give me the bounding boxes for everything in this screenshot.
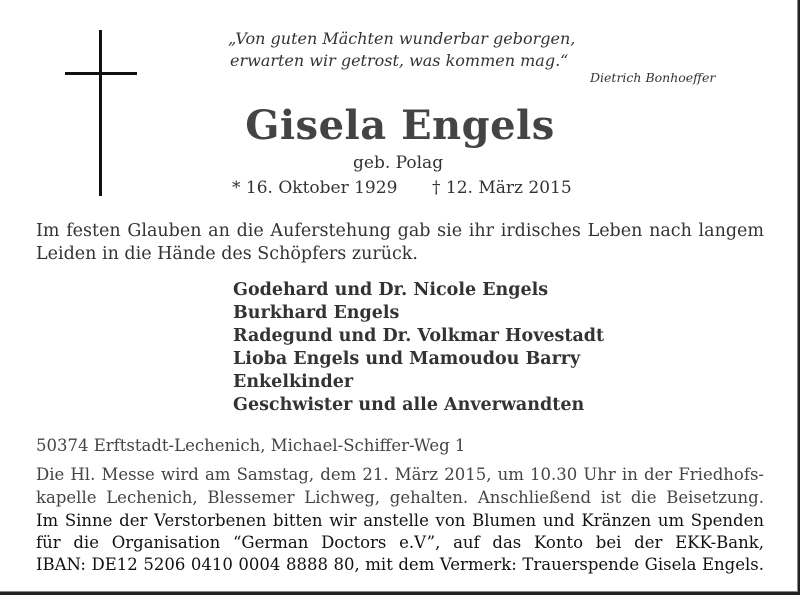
donation-line: IBAN: DE12 5206 0410 0004 8888 80, mit dem Vermerk: Trauerspende Gisela Engels.: [36, 555, 764, 574]
birth-name: geb. Polag: [353, 153, 444, 173]
mass-line: Die Hl. Messe wird am Samstag, dem 21. März 2015, um 10.30 Uhr in der Friedhofs-: [36, 465, 764, 484]
quote-author: Dietrich Bonhoeffer: [590, 70, 716, 85]
donation-line: Im Sinne der Verstorbenen bitten wir anstelle von Blumen und Kränzen um Spenden: [36, 511, 764, 530]
mourner: Lioba Engels und Mamoudou Barry: [233, 349, 581, 369]
quote-line-1: „Von guten Mächten wunderbar geborgen,: [228, 29, 576, 48]
mass-info: [36, 464, 764, 509]
mass-line: kapelle Lechenich, Blessemer Lichweg, gehalten. Anschließend ist die Beisetzung.: [36, 487, 764, 507]
donation-line: für die Organisation “German Doctors e.V”, auf das Konto bei der EKK-Bank,: [36, 533, 764, 552]
intro-text: Im festen Glauben an die Auferstehung gab sie ihr irdisches Leben nach langem Leiden in die Hände des Schöpfers zurück.: [36, 221, 764, 264]
mourner: Enkelkinder: [233, 372, 354, 392]
address: 50374 Erftstadt-Lechenich, Michael-Schiffer-Weg 1: [36, 436, 466, 455]
deceased-name: Gisela Engels: [245, 102, 555, 149]
birth-date: * 16. Oktober 1929: [232, 178, 398, 198]
mourner: Burkhard Engels: [233, 303, 400, 323]
mourner: Geschwister und alle Anverwandten: [233, 395, 585, 415]
quote-line-2: erwarten wir getrost, was kommen mag.“: [230, 51, 569, 70]
mourners-list: [233, 279, 604, 417]
death-date: † 12. März 2015: [432, 178, 572, 198]
mourner: Radegund und Dr. Volkmar Hovestadt: [233, 326, 605, 346]
donation-info: [36, 510, 764, 576]
mourner: Godehard und Dr. Nicole Engels: [233, 280, 549, 300]
